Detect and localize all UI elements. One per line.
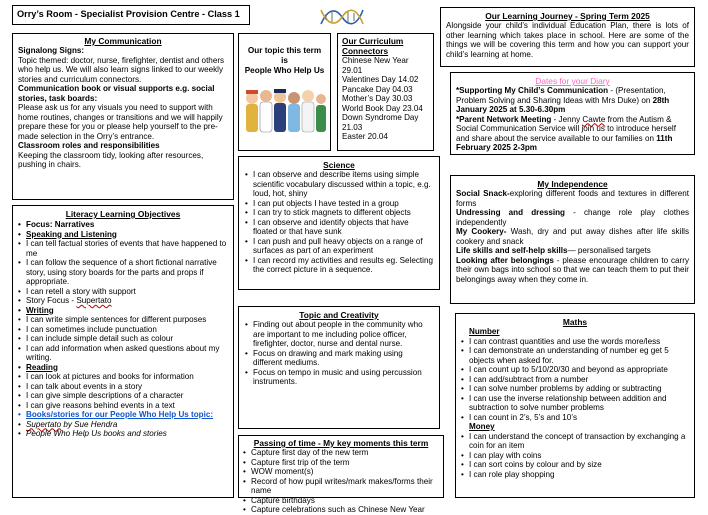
passing-time-title: Passing of time - My key moments this term (253, 438, 429, 448)
signalong-heading: Signalong Signs: (18, 46, 85, 55)
page-title-box (12, 5, 250, 25)
list-item: • I can understand the concept of transaction by exchanging a coin for an item (460, 432, 690, 451)
connector-item: Chinese New Year 29.01 (342, 56, 409, 75)
passing-time-list (242, 448, 440, 515)
money-heading: Money (469, 422, 495, 431)
list-item: • I can include simple detail such as colour (17, 334, 229, 344)
curriculum-connectors-box (337, 33, 434, 151)
list-item: • I can solve number problems by adding or subtracting (460, 384, 690, 394)
signalong-text: Topic themed: doctor, nurse, firefighter, dentist and others who help us. We will also learn signs linked to our weekly stories and curriculum connectors. (18, 55, 225, 84)
learning-journey-text: Alongside your child’s individual Education Plan, there is lots of other learning which takes place in school. Here are some of the things we will be covering this term and how you can support your child’s learning at home. (446, 21, 689, 59)
topic-line-3: People Who Help Us (244, 66, 325, 75)
connector-item: Pancake Day 04.03 (342, 84, 413, 94)
reading-heading: • Reading (17, 363, 229, 373)
independence-item: Social Snack-exploring different foods and textures in different forms (456, 189, 689, 208)
diary-title: Dates for your Diary (535, 76, 610, 86)
list-item: • I can observe and describe items using simple scientific vocabulary discussed within a topic, e.g. loud, hot, shiny (244, 170, 434, 199)
number-list (460, 337, 690, 423)
speaking-listening-heading: • Speaking and Listening (17, 230, 229, 240)
list-item: • I can sometimes include punctuation (17, 325, 229, 335)
list-item: • I can follow the sequence of a short fictional narrative story, using story boards for the parts and props if appropriate. (17, 258, 229, 287)
connector-item: Mother’s Day 30.03 (342, 94, 413, 103)
science-list (244, 170, 434, 275)
independence-item: Life skills and self-help skills— personalised targets (456, 246, 651, 255)
maths-title: Maths (562, 317, 588, 327)
book-item: • Supertato by Sue Hendra (17, 420, 229, 430)
people-who-help-us-illustration (242, 82, 328, 134)
list-item: • I can observe and identify objects that have floated or that have sunk (244, 218, 434, 237)
list-item: • I can push and pull heavy objects on a range of surfaces as part of an experiment (244, 237, 434, 256)
connector-item: Easter 20.04 (342, 132, 388, 141)
list-item: • I can contrast quantities and use the words more/less (460, 337, 690, 347)
independence-item: My Cookery- Wash, dry and put away dishes after life skills cookery and snack (456, 227, 689, 246)
list-item: • I can play with coins (460, 451, 690, 461)
maths-box (455, 313, 695, 498)
books-stories-link[interactable]: • Books/stories for our People Who Help Us topic: (17, 410, 229, 420)
list-item: • Focus on drawing and mark making using different mediums. (244, 349, 434, 368)
list-item: • I can look at pictures and books for information (17, 372, 229, 382)
list-item: • Finding out about people in the community who are important to me including police officer, firefighter, doctor, nurse and dental nurse. (244, 320, 434, 349)
diary-box (450, 72, 695, 155)
visual-supports-heading: Communication book or visual supports e.g. social stories, task boards: (18, 84, 215, 103)
independence-title: My Independence (537, 179, 608, 189)
topic-creativity-box (238, 306, 440, 429)
literacy-focus: • Focus: Narratives (17, 220, 229, 230)
science-box (238, 156, 440, 290)
connectors-title: Our Curriculum Connectors (342, 36, 404, 56)
list-item: • I can try to stick magnets to different objects (244, 208, 434, 218)
independence-item: Undressing and dressing - change role play clothes independently (456, 208, 689, 227)
list-item: • Capture first trip of the term (242, 458, 440, 468)
classroom-roles-text: Keeping the classroom tidy, looking after resources, pushing in chairs. (18, 150, 204, 169)
visual-supports-text: Please ask us for any visuals you need to support with home routines, changes or transitions and we will happily prepare these for you or please help yourself to the pre-made selection in the Orry’s entrance. (18, 103, 223, 141)
connector-item: Down Syndrome Day 21.03 (342, 113, 419, 132)
list-item: • I can retell a story with support (17, 287, 229, 297)
literacy-title: Literacy Learning Objectives (65, 209, 181, 219)
communication-box (12, 33, 234, 200)
list-item: • Focus on tempo in music and using percussion instruments. (244, 368, 434, 387)
list-item: • WOW moment(s) (242, 467, 440, 477)
independence-box (450, 175, 695, 304)
story-focus: • Story Focus - Supertato (17, 296, 229, 306)
list-item: • I can write simple sentences for different purposes (17, 315, 229, 325)
list-item: • I can sort coins by colour and by size (460, 460, 690, 470)
list-item: • I can put objects I have tested in a group (244, 199, 434, 209)
diary-item-2: *Parent Network Meeting - Jenny Cawte from the Autism & Social Communication Service will join us to introduce herself and share about the service available to our families on 11th February 2025 2-3pm (456, 114, 676, 152)
learning-journey-box (440, 7, 695, 67)
learning-journey-title: Our Learning Journey - Spring Term 2025 (485, 11, 650, 21)
list-item: • Record of how pupil writes/mark makes/forms their name (242, 477, 440, 496)
list-item: • I can use the inverse relationship between addition and subtraction to solve number problems (460, 394, 690, 413)
list-item: • I can add information when asked questions about my writing. (17, 344, 229, 363)
communication-title: My Communication (84, 36, 162, 46)
list-item: • Capture birthdays (242, 496, 440, 506)
connector-item: Valentines Day 14.02 (342, 75, 419, 84)
topic-line-1: Our topic this term (247, 46, 322, 55)
list-item: • I can give reasons behind events in a text (17, 401, 229, 411)
book-item: • People Who Help Us books and stories (17, 429, 229, 439)
list-item: • Capture first day of the new term (242, 448, 440, 458)
classroom-roles-heading: Classroom roles and responsibilities (18, 141, 160, 150)
independence-item: Looking after belongings - please encourage children to carry their own bags into school so that we can teach them to put their belongings away when they come in. (456, 255, 689, 284)
topic-line-2: is (281, 56, 288, 65)
list-item: • I can tell factual stories of events that have happened to me (17, 239, 229, 258)
number-heading: Number (469, 327, 500, 336)
literacy-box (12, 205, 234, 498)
speaking-list (17, 239, 229, 439)
list-item: • Capture celebrations such as Chinese New Year (242, 505, 440, 515)
topic-creativity-title: Topic and Creativity (299, 310, 379, 320)
literacy-list (17, 220, 229, 239)
list-item: • I can demonstrate an understanding of number eg get 5 objects when asked for. (460, 346, 690, 365)
topic-box (238, 33, 331, 151)
list-item: • I can role play shopping (460, 470, 690, 480)
diary-item-1: *Supporting My Child’s Communication - (Presentation, Problem Solving and Sharing Ideas with Mrs Duke) on 28th January 2025 at 5.30-6.30pm (456, 86, 670, 114)
dna-helix-icon (318, 2, 366, 32)
list-item: • I can talk about events in a story (17, 382, 229, 392)
topic-creativity-list (244, 320, 434, 387)
writing-heading: • Writing (17, 306, 229, 316)
connector-item: World Book Day 23.04 (342, 103, 423, 113)
list-item: • I can give simple descriptions of a character (17, 391, 229, 401)
list-item: • I can record my activities and results eg. Selecting the correct picture in a sequence. (244, 256, 434, 275)
passing-time-box (238, 435, 444, 514)
list-item: • I can count in 2’s, 5’s and 10’s (460, 413, 690, 423)
money-list (460, 432, 690, 480)
list-item: • I can count up to 5/10/20/30 and beyond as appropriate (460, 365, 690, 375)
page-title: Orry’s Room - Specialist Provision Centre - Class 1 (17, 9, 240, 19)
science-title: Science (323, 160, 355, 170)
list-item: • I can add/subtract from a number (460, 375, 690, 385)
